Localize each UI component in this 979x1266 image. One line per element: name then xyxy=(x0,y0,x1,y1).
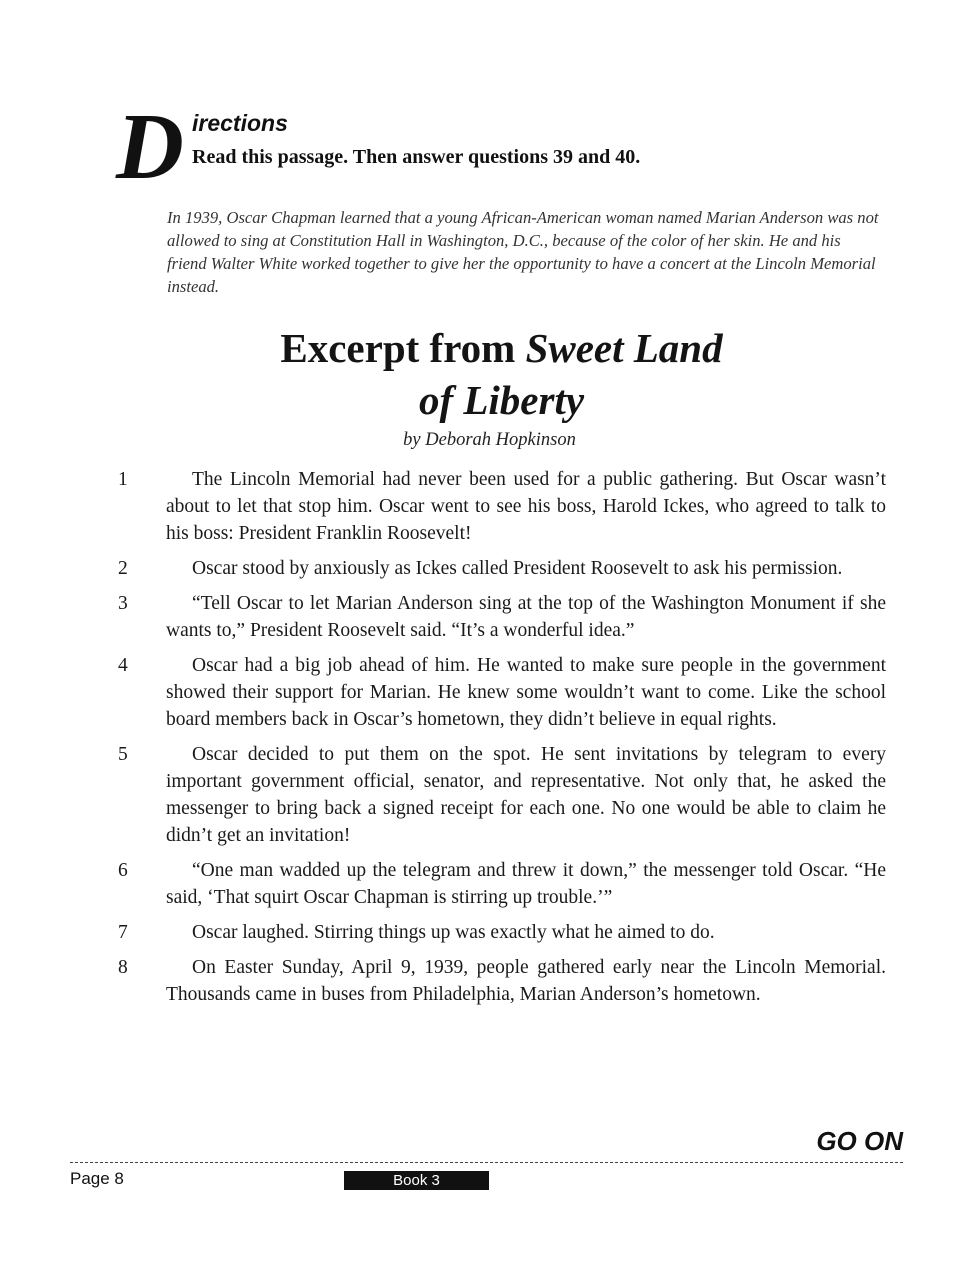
paragraph-number: 5 xyxy=(118,744,128,765)
paragraph-text: Oscar had a big job ahead of him. He wanted to make sure people in the government showed their support for Marian. He knew some wouldn’t want to come. Like the school board members back in Oscar’s hometown, they didn’t believe in equal rights. xyxy=(166,655,886,730)
paragraph-text: On Easter Sunday, April 9, 1939, people gathered early near the Lincoln Memorial. Thousands came in buses from Philadelphia, Marian Anderson’s hometown. xyxy=(166,957,886,1005)
title-prefix: Excerpt from xyxy=(280,325,526,371)
go-on-label: GO ON xyxy=(816,1126,903,1156)
passage-title xyxy=(0,322,979,426)
title-line-1 xyxy=(0,322,979,374)
paragraph xyxy=(0,652,979,733)
paragraph xyxy=(0,590,979,644)
footer-divider xyxy=(70,1162,903,1163)
paragraph-number: 3 xyxy=(118,593,128,614)
paragraph-text: Oscar decided to put them on the spot. He sent invitations by telegram to every important government official, senator, and representative. Not only that, he asked the messenger to bring back a signed receipt for each one. No one would be able to claim he didn’t get an invitation! xyxy=(166,744,886,846)
paragraph-text: “Tell Oscar to let Marian Anderson sing at the top of the Washington Monument if she wants to,” President Roosevelt said. “It’s a wonderful idea.” xyxy=(166,593,886,641)
title-line-2 xyxy=(0,374,979,426)
title-italic-2: of Liberty xyxy=(418,377,585,423)
intro-note: In 1939, Oscar Chapman learned that a young African-American woman named Marian Anderson was not allowed to sing at Constitution Hall in Washington, D.C., because of the color of her skin. He and his friend Walter White worked together to give her the opportunity to have a concert at the Lincoln Memorial instead. xyxy=(167,208,879,296)
paragraph-number: 7 xyxy=(118,922,128,943)
paragraph-text: The Lincoln Memorial had never been used for a public gathering. But Oscar wasn’t about to let that stop him. Oscar went to see his boss, Harold Ickes, who agreed to talk to his boss: President Franklin Roosevelt! xyxy=(166,469,886,544)
directions-instruction: Read this passage. Then answer questions 39 and 40. xyxy=(192,146,641,168)
paragraph-text: Oscar laughed. Stirring things up was exactly what he aimed to do. xyxy=(192,922,715,943)
paragraph-text: Oscar stood by anxiously as Ickes called President Roosevelt to ask his permission. xyxy=(192,558,843,579)
directions-drop-cap: D xyxy=(116,95,184,199)
directions-heading: irections xyxy=(192,110,288,136)
paragraph-number: 2 xyxy=(118,558,128,579)
paragraph xyxy=(0,466,979,547)
paragraph xyxy=(0,919,979,946)
paragraph-number: 1 xyxy=(118,469,128,490)
paragraph-text: “One man wadded up the telegram and threw it down,” the messenger told Oscar. “He said, ‘That squirt Oscar Chapman is stirring up trouble.’” xyxy=(166,860,886,908)
paragraph xyxy=(0,741,979,849)
title-italic-1: Sweet Land xyxy=(525,325,723,371)
directions-header xyxy=(116,95,816,199)
byline: by Deborah Hopkinson xyxy=(403,430,576,450)
paragraph xyxy=(0,857,979,911)
book-badge: Book 3 xyxy=(344,1171,489,1190)
passage-body xyxy=(0,466,979,1016)
paragraph-number: 6 xyxy=(118,860,128,881)
paragraph xyxy=(0,555,979,582)
page-number: Page 8 xyxy=(70,1169,124,1188)
paragraph-number: 8 xyxy=(118,957,128,978)
paragraph xyxy=(0,954,979,1008)
paragraph-number: 4 xyxy=(118,655,128,676)
